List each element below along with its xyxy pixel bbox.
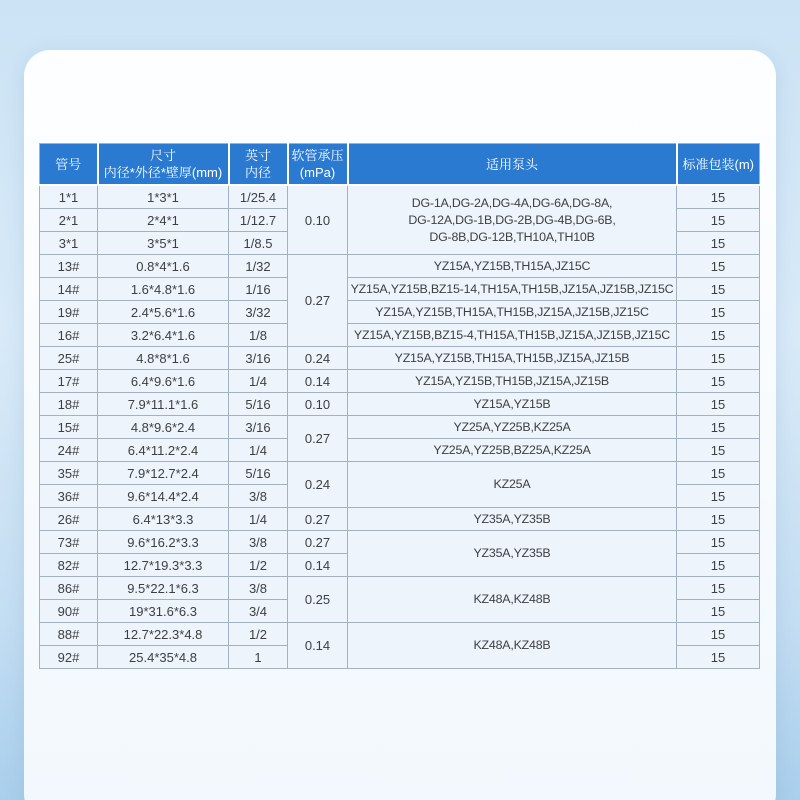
- size-cell: 4.8*8*1.6: [98, 347, 229, 370]
- pump-heads-cell: [348, 416, 677, 439]
- tube-no-cell: 24#: [40, 439, 98, 462]
- table-row: [40, 416, 760, 439]
- table-row: [40, 623, 760, 646]
- tube-no-cell: 2*1: [40, 209, 98, 232]
- tube-no-cell: 36#: [40, 485, 98, 508]
- size-cell: 2.4*5.6*1.6: [98, 301, 229, 324]
- pump-heads-line: YZ15A,YZ15B,TH15A,JZ15C: [433, 258, 591, 273]
- packaging-cell: 15: [677, 623, 760, 646]
- header-label-line: 内径: [244, 165, 271, 180]
- header-label-line: 尺寸: [149, 148, 176, 163]
- pressure-cell: 0.14: [288, 554, 348, 577]
- packaging-cell: 15: [677, 531, 760, 554]
- inch-cell: 3/16: [229, 416, 288, 439]
- size-cell: 3.2*6.4*1.6: [98, 324, 229, 347]
- table-row: [40, 577, 760, 600]
- size-cell: 1*3*1: [98, 185, 229, 209]
- header-label-line: 适用泵头: [485, 156, 538, 172]
- size-cell: 19*31.6*6.3: [98, 600, 229, 623]
- packaging-cell: 15: [677, 554, 760, 577]
- spec-table: [39, 143, 760, 669]
- pump-heads-line: YZ15A,YZ15B,TH15A,TH15B,JZ15A,JZ15B: [394, 350, 630, 365]
- packaging-cell: 15: [677, 185, 760, 209]
- tube-no-cell: 13#: [40, 255, 98, 278]
- header-label-line: 内径*外径*壁厚(mm): [103, 165, 223, 180]
- table-row: [40, 185, 760, 209]
- pump-heads-cell: [348, 462, 677, 508]
- size-cell: 6.4*13*3.3: [98, 508, 229, 531]
- pump-heads-cell: [348, 623, 677, 669]
- inch-cell: 3/8: [229, 577, 288, 600]
- size-cell: 6.4*11.2*2.4: [98, 439, 229, 462]
- pressure-cell: 0.24: [288, 462, 348, 508]
- header-label-line: 管号: [55, 156, 82, 172]
- inch-cell: 1/2: [229, 554, 288, 577]
- tube-no-cell: 19#: [40, 301, 98, 324]
- table-row: [40, 347, 760, 370]
- packaging-cell: 15: [677, 301, 760, 324]
- tube-no-cell: 90#: [40, 600, 98, 623]
- tube-no-cell: 15#: [40, 416, 98, 439]
- packaging-cell: 15: [677, 439, 760, 462]
- pump-heads-line: KZ48A,KZ48B: [473, 638, 551, 652]
- packaging-cell: 15: [677, 646, 760, 669]
- inch-cell: 1/32: [229, 255, 288, 278]
- inch-cell: 1/4: [229, 370, 288, 393]
- tube-no-cell: 14#: [40, 278, 98, 301]
- tube-no-cell: 88#: [40, 623, 98, 646]
- inch-cell: 1/2: [229, 623, 288, 646]
- packaging-cell: 15: [677, 600, 760, 623]
- table-row: [40, 301, 760, 324]
- size-cell: 2*4*1: [98, 209, 229, 232]
- pump-heads-line: YZ15A,YZ15B,BZ15-4,TH15A,TH15B,JZ15A,JZ15B,JZ15C: [353, 327, 671, 342]
- inch-cell: 1/12.7: [229, 209, 288, 232]
- tube-no-cell: 16#: [40, 324, 98, 347]
- size-cell: 9.6*16.2*3.3: [98, 531, 229, 554]
- size-cell: 12.7*22.3*4.8: [98, 623, 229, 646]
- size-cell: 6.4*9.6*1.6: [98, 370, 229, 393]
- pressure-cell: 0.27: [288, 255, 348, 347]
- pump-heads-cell: [348, 508, 677, 531]
- size-cell: 12.7*19.3*3.3: [98, 554, 229, 577]
- packaging-cell: 15: [677, 485, 760, 508]
- packaging-cell: 15: [677, 324, 760, 347]
- header-label-line: 软管承压: [291, 148, 344, 163]
- pump-heads-line: YZ25A,YZ25B,KZ25A: [453, 419, 571, 434]
- tube-no-cell: 3*1: [40, 232, 98, 255]
- inch-cell: 1: [229, 646, 288, 669]
- packaging-cell: 15: [677, 209, 760, 232]
- tube-no-cell: 35#: [40, 462, 98, 485]
- pressure-cell: 0.14: [288, 370, 348, 393]
- tube-no-cell: 73#: [40, 531, 98, 554]
- size-cell: 0.8*4*1.6: [98, 255, 229, 278]
- header-tube-no: [40, 144, 98, 186]
- table-row: [40, 393, 760, 416]
- packaging-cell: 15: [677, 370, 760, 393]
- tube-no-cell: 18#: [40, 393, 98, 416]
- packaging-cell: 15: [677, 255, 760, 278]
- header-row: [40, 144, 760, 186]
- packaging-cell: 15: [677, 462, 760, 485]
- size-cell: 7.9*12.7*2.4: [98, 462, 229, 485]
- inch-cell: 1/4: [229, 508, 288, 531]
- pump-heads-line: KZ25A: [493, 477, 531, 491]
- inch-cell: 1/8.5: [229, 232, 288, 255]
- inch-cell: 1/8: [229, 324, 288, 347]
- tube-no-cell: 82#: [40, 554, 98, 577]
- header-label-line: 英寸: [244, 148, 271, 163]
- packaging-cell: 15: [677, 347, 760, 370]
- table-row: [40, 255, 760, 278]
- packaging-cell: 15: [677, 232, 760, 255]
- size-cell: 7.9*11.1*1.6: [98, 393, 229, 416]
- size-cell: 3*5*1: [98, 232, 229, 255]
- pressure-cell: 0.24: [288, 347, 348, 370]
- inch-cell: 5/16: [229, 462, 288, 485]
- pressure-cell: 0.10: [288, 185, 348, 255]
- table-row: [40, 531, 760, 554]
- table-row: [40, 370, 760, 393]
- pump-heads-cell: [348, 393, 677, 416]
- pump-heads-cell: [348, 370, 677, 393]
- pump-heads-line: YZ15A,YZ15B,BZ15-14,TH15A,TH15B,JZ15A,JZ15B,JZ15C: [350, 281, 674, 296]
- size-cell: 9.6*14.4*2.4: [98, 485, 229, 508]
- tube-no-cell: 92#: [40, 646, 98, 669]
- pump-heads-line: YZ35A,YZ35B: [473, 546, 551, 560]
- table-row: [40, 324, 760, 347]
- size-cell: 4.8*9.6*2.4: [98, 416, 229, 439]
- header-pump-heads: [348, 144, 677, 186]
- size-cell: 9.5*22.1*6.3: [98, 577, 229, 600]
- table-row: [40, 508, 760, 531]
- tube-no-cell: 17#: [40, 370, 98, 393]
- inch-cell: 3/32: [229, 301, 288, 324]
- table-row: [40, 439, 760, 462]
- pump-heads-line: YZ15A,YZ15B,TH15A,TH15B,JZ15A,JZ15B,JZ15C: [375, 304, 649, 319]
- header-packaging: [677, 144, 760, 186]
- packaging-cell: 15: [677, 508, 760, 531]
- packaging-cell: 15: [677, 416, 760, 439]
- pump-heads-line: YZ25A,YZ25B,BZ25A,KZ25A: [433, 442, 591, 457]
- pump-heads-line: DG-8B,DG-12B,TH10A,TH10B: [429, 229, 595, 244]
- pump-heads-line: YZ15A,YZ15B,TH15B,JZ15A,JZ15B: [415, 373, 609, 388]
- header-pressure: [288, 144, 348, 186]
- pump-heads-cell: [348, 324, 677, 347]
- pump-heads-cell: [348, 577, 677, 623]
- packaging-cell: 15: [677, 393, 760, 416]
- pressure-cell: 0.27: [288, 531, 348, 554]
- spec-table-header: [40, 144, 760, 186]
- pressure-cell: 0.10: [288, 393, 348, 416]
- pump-heads-cell: [348, 278, 677, 301]
- inch-cell: 5/16: [229, 393, 288, 416]
- inch-cell: 3/16: [229, 347, 288, 370]
- pressure-cell: 0.25: [288, 577, 348, 623]
- size-cell: 25.4*35*4.8: [98, 646, 229, 669]
- packaging-cell: 15: [677, 278, 760, 301]
- inch-cell: 3/8: [229, 531, 288, 554]
- pump-heads-line: DG-12A,DG-1B,DG-2B,DG-4B,DG-6B,: [408, 212, 616, 227]
- pump-heads-cell: [348, 185, 677, 255]
- header-label-line: (mPa): [299, 165, 336, 180]
- pump-heads-cell: [348, 439, 677, 462]
- pump-heads-line: DG-1A,DG-2A,DG-4A,DG-6A,DG-8A,: [411, 195, 613, 210]
- header-inch-id: [229, 144, 288, 186]
- pump-heads-line: YZ35A,YZ35B: [473, 511, 551, 526]
- size-cell: 1.6*4.8*1.6: [98, 278, 229, 301]
- pump-heads-cell: [348, 301, 677, 324]
- pressure-cell: 0.27: [288, 416, 348, 462]
- pump-heads-line: YZ15A,YZ15B: [473, 396, 551, 411]
- inch-cell: 1/25.4: [229, 185, 288, 209]
- pressure-cell: 0.27: [288, 508, 348, 531]
- inch-cell: 1/16: [229, 278, 288, 301]
- pressure-cell: 0.14: [288, 623, 348, 669]
- header-label-line: 标准包装(m): [682, 156, 754, 172]
- inch-cell: 3/8: [229, 485, 288, 508]
- pump-heads-cell: [348, 255, 677, 278]
- spec-table-body: [40, 185, 760, 669]
- tube-no-cell: 86#: [40, 577, 98, 600]
- inch-cell: 1/4: [229, 439, 288, 462]
- pump-heads-line: KZ48A,KZ48B: [473, 592, 551, 606]
- packaging-cell: 15: [677, 577, 760, 600]
- tube-no-cell: 26#: [40, 508, 98, 531]
- table-row: [40, 462, 760, 485]
- pump-heads-cell: [348, 531, 677, 577]
- inch-cell: 3/4: [229, 600, 288, 623]
- header-size: [98, 144, 229, 186]
- spec-table-container: [39, 143, 759, 669]
- table-row: [40, 278, 760, 301]
- pump-heads-cell: [348, 347, 677, 370]
- tube-no-cell: 1*1: [40, 185, 98, 209]
- tube-no-cell: 25#: [40, 347, 98, 370]
